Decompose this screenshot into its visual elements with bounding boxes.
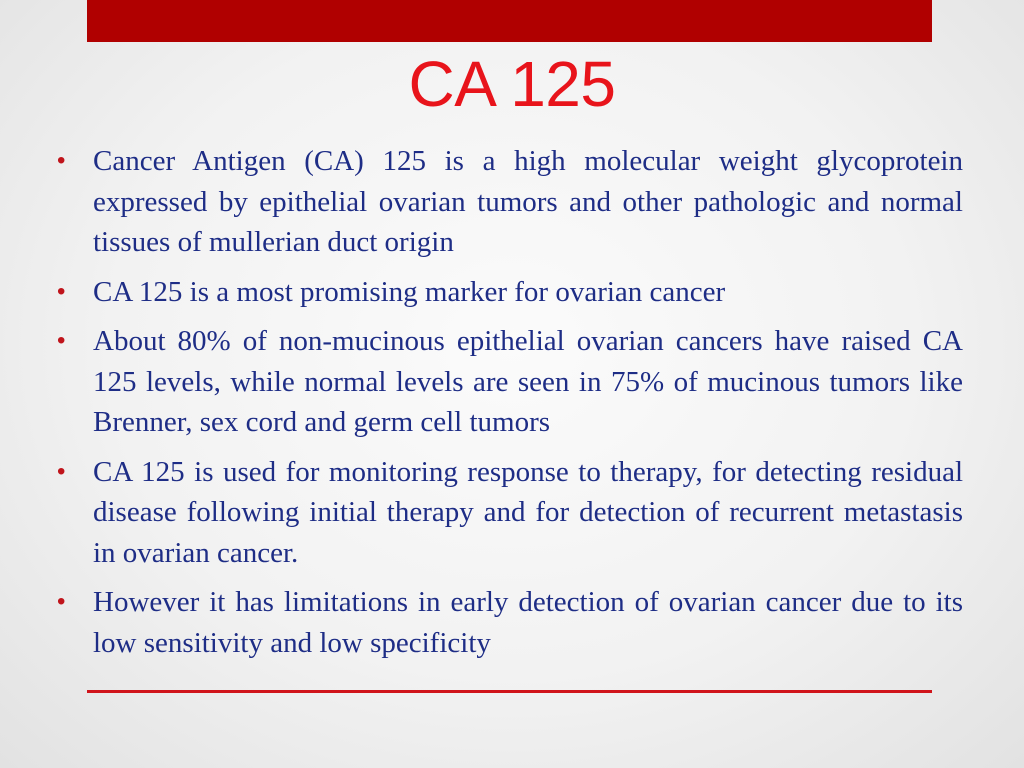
bullet-text: CA 125 is used for monitoring response to therapy, for detecting residual disease following initial therapy and for detection of recurrent metastasis in ovarian cancer. xyxy=(93,455,963,569)
bullet-item xyxy=(57,452,963,574)
bullet-item xyxy=(57,141,963,263)
bullet-text: About 80% of non-mucinous epithelial ovarian cancers have raised CA 125 levels, while normal levels are seen in 75% of mucinous tumors like Brenner, sex cord and germ cell tumors xyxy=(93,325,963,438)
top-accent-bar xyxy=(87,0,932,42)
bullet-text: However it has limitations in early detection of ovarian cancer due to its low sensitivity and low specificity xyxy=(93,586,963,659)
bullet-text: Cancer Antigen (CA) 125 is a high molecular weight glycoprotein expressed by epithelial ovarian tumors and other pathologic and normal tissues of mullerian duct origin xyxy=(93,145,963,258)
bottom-divider xyxy=(87,690,932,693)
bullet-marker: • xyxy=(57,327,66,354)
bullet-marker: • xyxy=(57,457,66,485)
bullet-marker: • xyxy=(57,588,66,615)
bullet-text: CA 125 is a most promising marker for ovarian cancer xyxy=(93,275,726,308)
bullet-item xyxy=(57,272,963,313)
bullet-item xyxy=(57,582,963,663)
bullet-item xyxy=(57,321,963,443)
bullet-marker: • xyxy=(57,147,66,174)
bullet-list xyxy=(57,141,963,672)
slide-title: CA 125 xyxy=(408,48,616,120)
bullet-marker: • xyxy=(57,277,66,305)
